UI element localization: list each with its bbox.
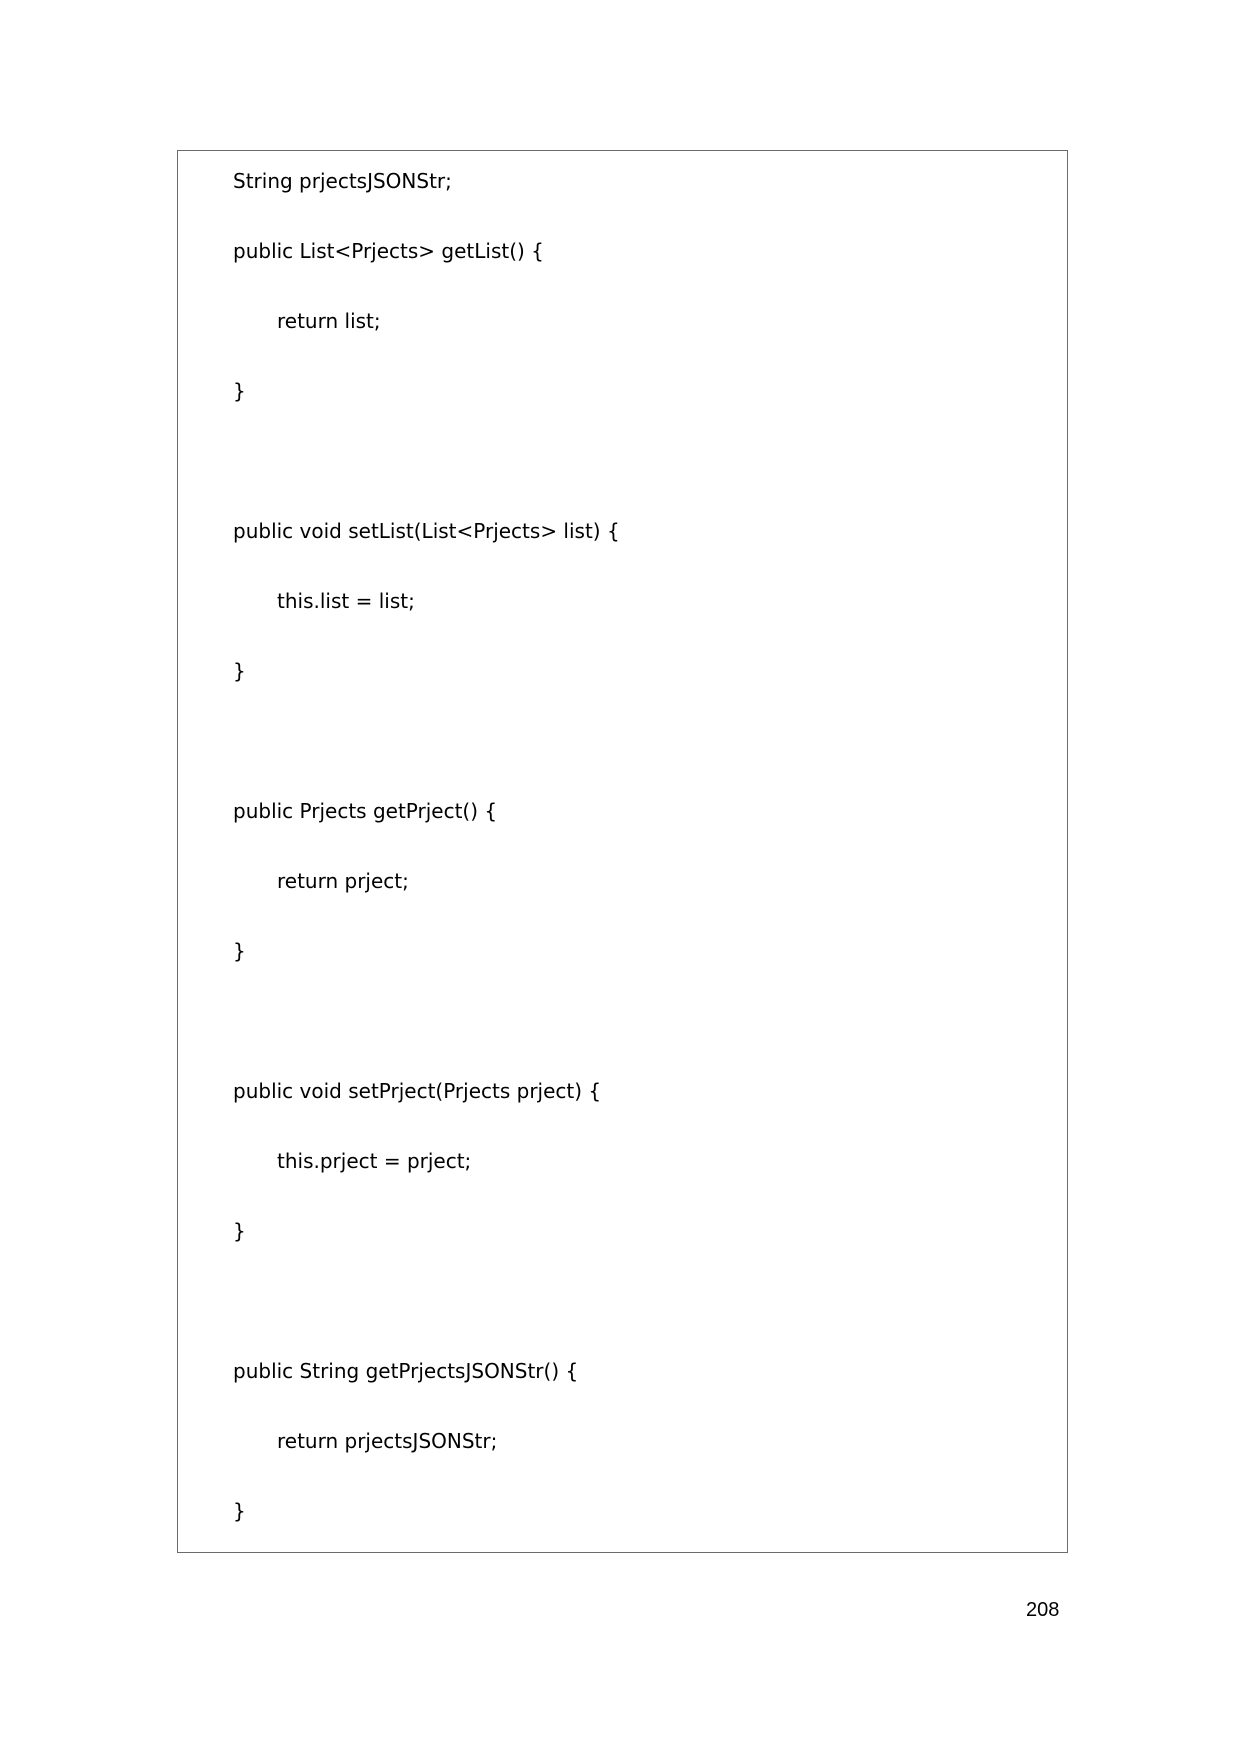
page-number: 208 — [1026, 1599, 1060, 1621]
code-line-16: } — [233, 1499, 246, 1523]
code-line-1: String prjectsJSONStr; — [233, 169, 452, 193]
code-line-14: public String getPrjectsJSONStr() { — [233, 1359, 579, 1383]
code-line-2: public List<Prjects> getList() { — [233, 239, 544, 263]
code-line-9: return prject; — [277, 869, 409, 893]
code-line-5: public void setList(List<Prjects> list) { — [233, 519, 620, 543]
code-line-6: this.list = list; — [277, 589, 415, 613]
code-line-15: return prjectsJSONStr; — [277, 1429, 498, 1453]
code-line-10: } — [233, 939, 246, 963]
code-line-12: this.prject = prject; — [277, 1149, 472, 1173]
code-listing-box — [177, 150, 1068, 1553]
code-line-13: } — [233, 1219, 246, 1243]
code-line-7: } — [233, 659, 246, 683]
code-line-3: return list; — [277, 309, 381, 333]
code-line-11: public void setPrject(Prjects prject) { — [233, 1079, 602, 1103]
code-line-8: public Prjects getPrject() { — [233, 799, 498, 823]
code-line-4: } — [233, 379, 246, 403]
